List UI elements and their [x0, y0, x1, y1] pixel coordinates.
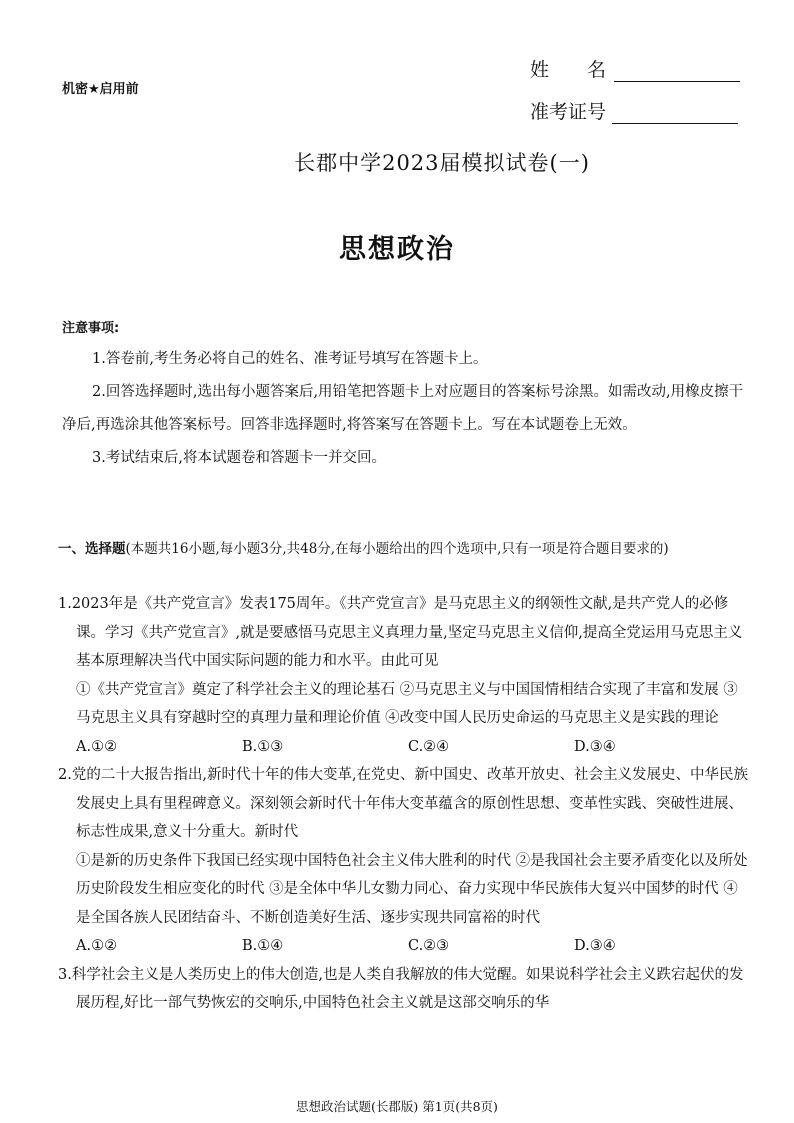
- question-1: [58, 590, 750, 761]
- question-2: [58, 761, 750, 961]
- notice-item: 2.回答选择题时,选出每小题答案后,用铅笔把答题卡上对应题目的答案标号涂黑。如需改动,用橡皮擦干净后,再选涂其他答案标号。回答非选择题时,将答案写在答题卡上。写在本试题卷上无效。: [62, 384, 744, 433]
- confidential-label: 机密★启用前: [62, 82, 139, 97]
- option-b: B.①③: [242, 738, 284, 755]
- option-d: D.③④: [574, 738, 616, 755]
- option-a: A.①②: [76, 738, 118, 755]
- name-label: 姓名: [530, 59, 645, 81]
- name-blank-line: [614, 63, 740, 82]
- question-list: [58, 590, 750, 1018]
- question-stem: 3.科学社会主义是人类历史上的伟大创造,也是人类自我解放的伟大觉醒。如果说科学社会主义跌宕起伏的发展历程,好比一部气势恢宏的交响乐,中国特色社会主义就是这部交响乐的华: [58, 966, 744, 1011]
- exam-id-field: [530, 97, 738, 124]
- question-stem: 1.2023年是《共产党宣言》发表175周年。《共产党宣言》是马克思主义的纲领性文献,是共产党人的必修课。学习《共产党宣言》,就是要感悟马克思主义真理力量,坚定马克思主义信仰,提高全党运用马克思主义基本原理解决当代中国实际问题的能力和水平。由此可见: [58, 596, 743, 669]
- subject-title: 思想政治: [339, 234, 455, 265]
- option-c: C.②③: [408, 938, 450, 954]
- option-d: D.③④: [574, 938, 616, 954]
- notice-item: 3.考试结束后,将本试题卷和答题卡一并交回。: [92, 450, 386, 466]
- answer-options: [58, 932, 750, 961]
- page-footer: 思想政治试题(长郡版) 第1页(共8页): [296, 1099, 498, 1114]
- section-title: 一、选择题: [58, 541, 126, 557]
- question-stem: 2.党的二十大报告指出,新时代十年的伟大变革,在党史、新中国史、改革开放史、社会主义发展史、中华民族发展史上具有里程碑意义。深刻领会新时代十年伟大变革蕴含的原创性思想、变革性实践、突破性进展、标志性成果,意义十分重大。新时代: [58, 767, 749, 840]
- notice-list: [62, 343, 750, 475]
- question-statements: ①《共产党宣言》奠定了科学社会主义的理论基石 ②马克思主义与中国国情相结合实现了丰富和发展 ③马克思主义具有穿越时空的真理力量和理论价值 ④改变中国人民历史命运的马克思主义是实践的理论: [76, 681, 738, 726]
- name-field: [530, 55, 740, 82]
- exam-id-blank-line: [612, 105, 738, 124]
- option-a: A.①②: [76, 938, 118, 954]
- notice-item: 1.答卷前,考生务必将自己的姓名、准考证号填写在答题卡上。: [92, 351, 488, 367]
- option-b: B.①④: [242, 938, 284, 954]
- question-3: [58, 961, 750, 1018]
- section-description: (本题共16小题,每小题3分,共48分,在每小题给出的四个选项中,只有一项是符合题目要求的): [125, 541, 669, 557]
- question-statements: ①是新的历史条件下我国已经实现中国特色社会主义伟大胜利的时代 ②是我国社会主要矛盾变化以及所处历史阶段发生相应变化的时代 ③是全体中华儿女勠力同心、奋力实现中华民族伟大复兴中国梦的时代 ④是全国各族人民团结奋斗、不断创造美好生活、逐步实现共同富裕的时代: [76, 852, 748, 926]
- exam-title: 长郡中学2023届模拟试卷(一): [294, 151, 590, 175]
- answer-options: [58, 733, 750, 762]
- option-c: C.②④: [408, 738, 450, 755]
- exam-id-label: 准考证号: [530, 101, 607, 123]
- notice-heading: 注意事项:: [62, 321, 120, 336]
- section-header: [58, 536, 750, 563]
